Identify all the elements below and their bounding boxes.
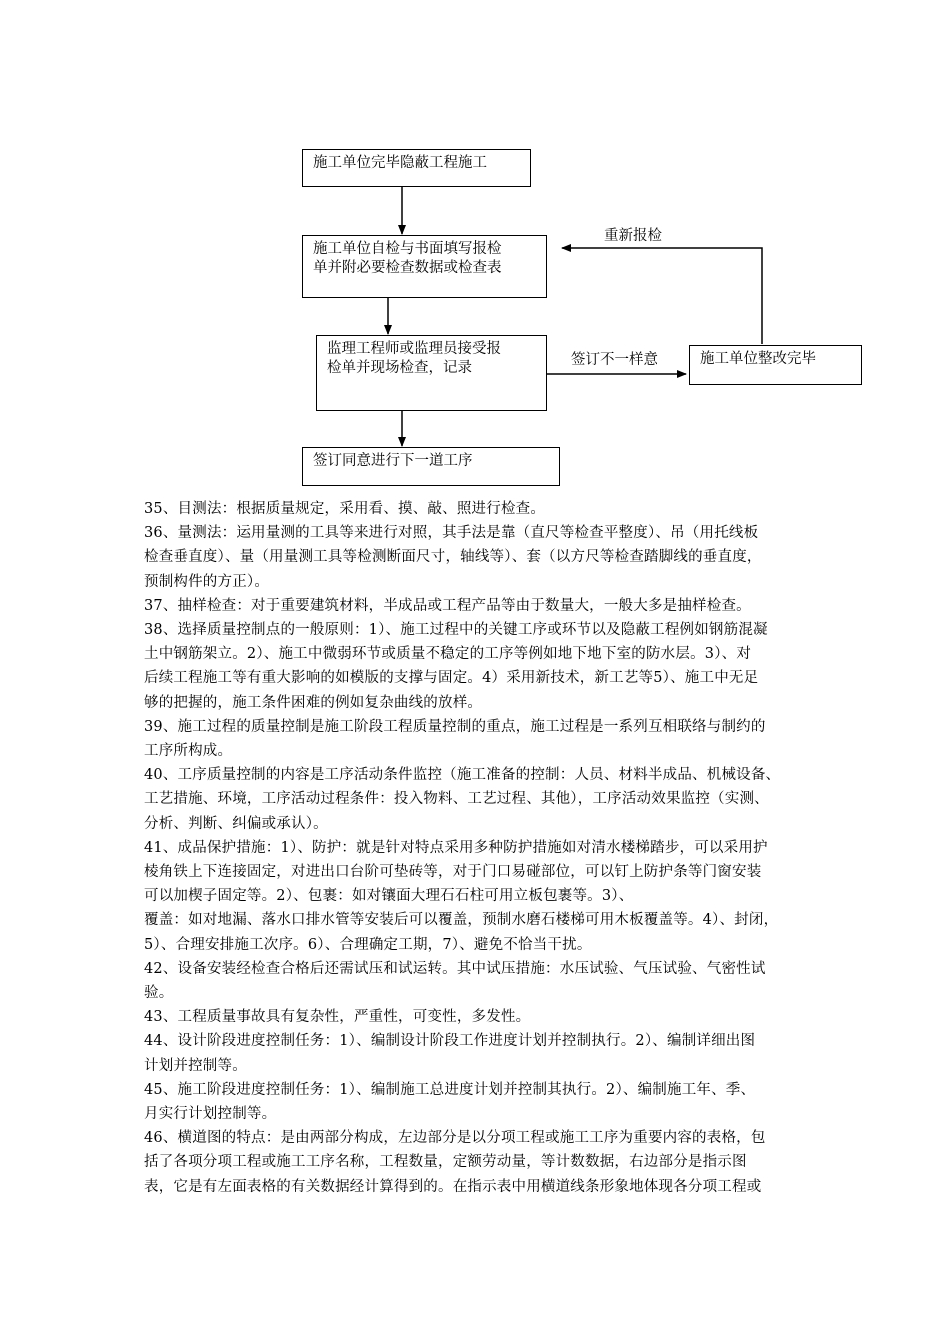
paragraph-37: 37、抽样检查：对于重要建筑材料，半成品或工程产品等由于数量大，一般大多是抽样检查。 [144,597,751,614]
paragraph-44: 44、设计阶段进度控制任务：1）、编制设计阶段工作进度计划并控制执行。2）、编制详细出图 计划并控制等。 [144,1033,756,1074]
arrow-box5-to-box2 [562,248,762,344]
paragraph-35: 35、目测法：根据质量规定，采用看、摸、敲、照进行检查。 [144,501,546,517]
paragraph-40: 40、工序质量控制的内容是工序活动条件监控（施工准备的控制：人员、材料半成品、机械设备、 工艺措施、环境，工序活动过程条件：投入物料、工艺过程、其他），工序活动效果监控（实测、 分析、判断、纠偏或承认）。 [144,767,781,832]
paragraph-42: 42、设备安装经检查合格后还需试压和试运转。其中试压措施：水压试验、气压试验、气密性试 验。 [144,960,766,1002]
paragraph-36: 36、量测法：运用量测的工具等来进行对照，其手法是靠（直尺等检查平整度）、吊（用托线板 检查垂直度）、量（用量测工具等检测断面尺寸，轴线等）、套（以方尺等检查踏脚线的垂直度， 预制构件的方正）。 [144,525,762,590]
flow-label-disagree: 签订不一样意 [571,352,658,368]
paragraph-41: 41、成品保护措施：1）、防护：就是针对特点采用多种防护措施如对清水楼梯踏步，可以采用护 棱角铁上下连接固定，对进出口台阶可垫砖等，对于门口易碰部位，可以钉上防护条等门窗安装 可以加楔子固定等。2）、包裹：如对镶面大理石石柱可用立板包裹等。3）、 覆盖：如对地漏、落水口排水管等安装后可以覆盖，预制水磨石楼梯可用木板覆盖等。4）、封闭， 5）、合理安排施工次序。6）、合理确定工期，7）、避免不恰当干扰。 [144,839,779,953]
flowchart [0,0,950,500]
paragraph-46: 46、横道图的特点：是由两部分构成，左边部分是以分项工程或施工工序为重要内容的表格，包 括了各项分项工程或施工工序名称，工程数量，定额劳动量，等计数数据，右边部分是指示图 表，它是有左面表格的有关数据经计算得到的。在指示表中用横道线条形象地体现各分项工程或 [144,1130,766,1195]
paragraph-39: 39、施工过程的质量控制是施工阶段工程质量控制的重点，施工过程是一系列互相联络与制约的 工序所构成。 [144,718,766,760]
flow-box-rectification-complete: 施工单位整改完毕 [689,345,862,385]
flow-box-supervisor-inspection: 监理工程师或监理员接受报 检单并现场检查，记录 [316,335,547,411]
flow-box-self-inspection: 施工单位自检与书面填写报检 单并附必要检查数据或检查表 [302,235,547,298]
flow-box-next-process: 签订同意进行下一道工序 [302,447,560,486]
paragraph-43: 43、工程质量事故具有复杂性，严重性，可变性，多发性。 [144,1009,531,1026]
flow-label-recheck: 重新报检 [604,228,662,244]
paragraph-38: 38、选择质量控制点的一般原则：1）、施工过程中的关键工序或环节以及隐蔽工程例如钢筋混凝 土中钢筋架立。2）、施工中微弱环节或质量不稳定的工序等例如地下地下室的防水层。3）、对 后续工程施工等有重大影响的如模版的支撑与固定。4）采用新技术，新工艺等5）、施工中无足 够的把握的，施工条件困难的例如复杂曲线的放样。 [144,622,768,711]
flow-box-construction-complete: 施工单位完毕隐蔽工程施工 [302,149,531,187]
document-body [144,497,874,1199]
paragraph-45: 45、施工阶段进度控制任务：1）、编制施工总进度计划并控制其执行。2）、编制施工年、季、 月实行计划控制等。 [144,1081,756,1123]
